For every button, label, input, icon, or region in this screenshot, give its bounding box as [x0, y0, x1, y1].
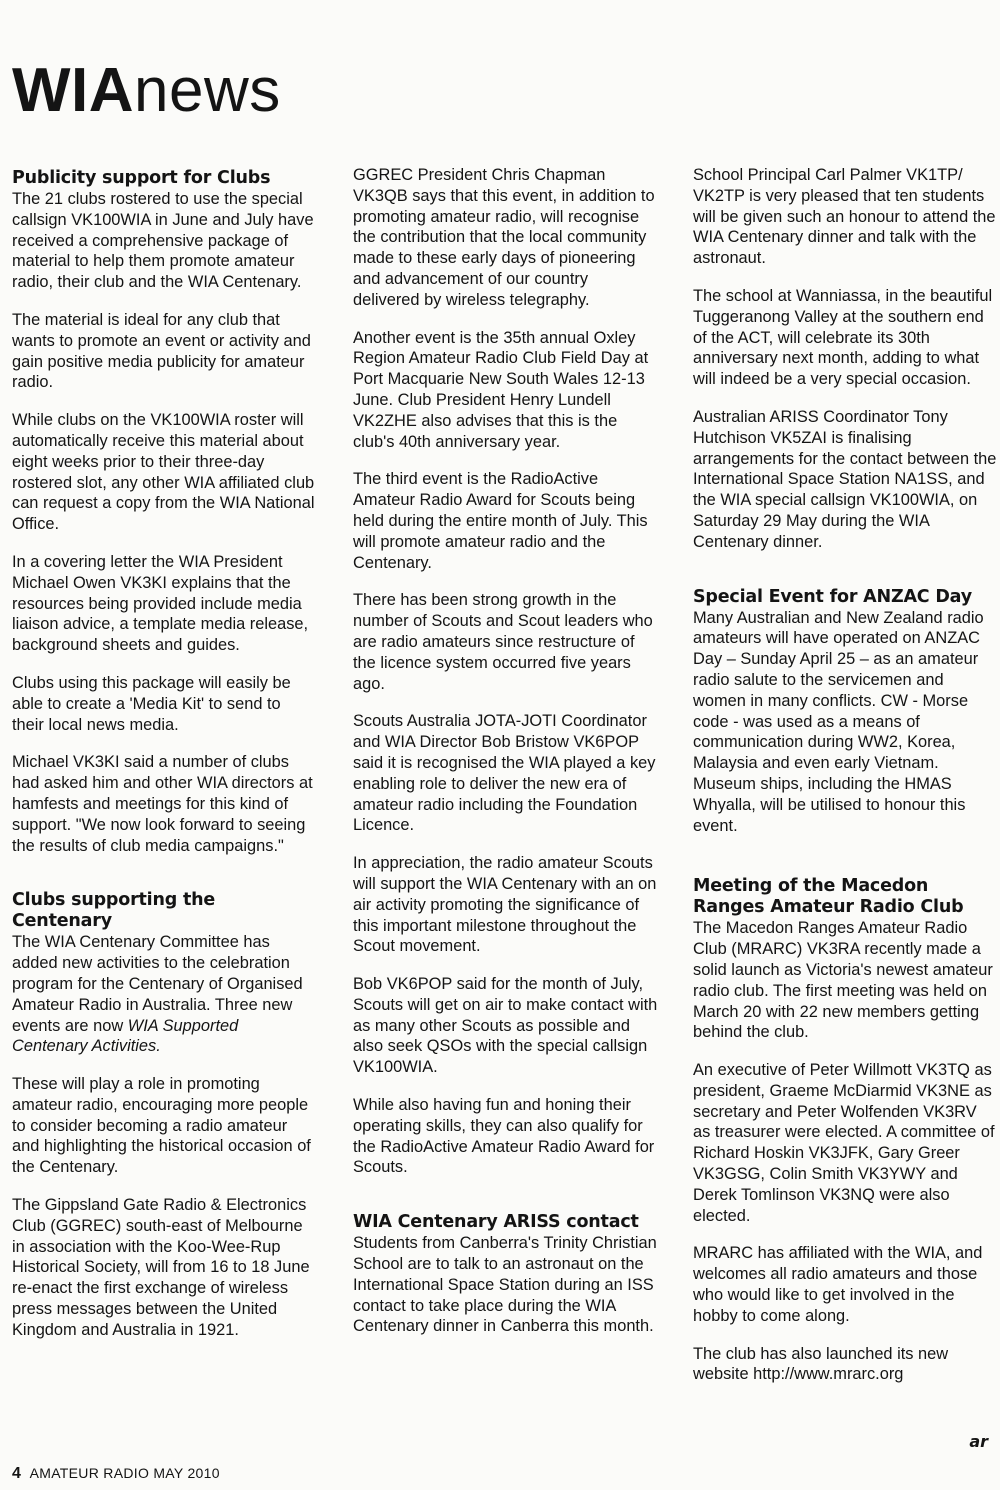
paragraph: Michael VK3KI said a number of clubs had asked him and other WIA directors at hamfests and meetings for this kind of support. "We now look forward to seeing the results of club media campaigns." — [12, 753, 313, 855]
paragraph: While also having fun and honing their operating skills, they can also qualify for the RadioActive Amateur Radio Award for Scouts. — [353, 1096, 655, 1177]
ar-end-mark: ar — [969, 1432, 988, 1451]
paragraph: Australian ARISS Coordinator Tony Hutchison VK5ZAI is finalising arrangements for the contact between the International Space Station NA1SS, and the WIA special callsign VK100WIA, on Saturday 29 May during the WIA Centenary dinner. — [693, 407, 997, 551]
paragraph-emphasis: WIA Supported Centenary Activities. — [12, 1016, 239, 1056]
paragraph: The 21 clubs rostered to use the special callsign VK100WIA in June and July have received a comprehensive package of material to help them promote amateur radio, their club and the WIA Centenary. — [12, 190, 314, 292]
paragraph: In appreciation, the radio amateur Scouts will support the WIA Centenary with an on air activity promoting the significance of this important milestone throughout the Scout movement. — [353, 854, 657, 956]
column-2 — [353, 165, 658, 1354]
paragraph: An executive of Peter Willmott VK3TQ as president, Graeme McDiarmid VK3NE as secretary and Peter Wolfenden VK3RV as treasurer were elected. A committee of Richard Hoskin VK3JFK, Gary Greer VK3GSG, Colin Smith VK3YWY and Derek Tomlinson VK3NQ were also elected. — [693, 1061, 995, 1225]
paragraph: The Gippsland Gate Radio & Electronics Club (GGREC) south-east of Melbourne in association with the Koo-Wee-Rup Historical Society, will from 16 to 18 June re-enact the first exchange of wireless press messages between the United Kingdom and Australia in 1921. — [12, 1196, 310, 1339]
page-footer — [12, 1465, 220, 1483]
paragraph: Clubs using this package will easily be able to create a 'Media Kit' to send to their local news media. — [12, 673, 291, 734]
paragraph: Scouts Australia JOTA-JOTI Coordinator and WIA Director Bob Bristow VK6POP said it is recognised the WIA played a key enabling role to deliver the new era of amateur radio including the Foundation Licence. — [353, 712, 656, 835]
heading-clubs-supporting: Clubs supporting the Centenary — [12, 890, 216, 932]
masthead-news: news — [134, 56, 281, 125]
heading-ariss-contact: WIA Centenary ARISS contact — [353, 1212, 639, 1233]
paragraph: School Principal Carl Palmer VK1TP/ VK2TP is very pleased that ten students will be given such an honour to attend the WIA Centenary dinner and talk with the astronaut. — [693, 166, 996, 268]
paragraph: In a covering letter the WIA President Michael Owen VK3KI explains that the resources being provided include media liaison advice, a template media release, background sheets and guides. — [12, 552, 309, 655]
paragraph: The Macedon Ranges Amateur Radio Club (MRARC) VK3RA recently made a solid launch as Victoria's newest amateur radio club. The first meeting was held on March 20 with 22 new members getting behind the club. — [693, 919, 993, 1042]
column-3 — [693, 165, 998, 1402]
paragraph: The third event is the RadioActive Amateur Radio Award for Scouts being held during the entire month of July. This will promote amateur radio and the Centenary. — [353, 470, 648, 572]
heading-anzac-day: Special Event for ANZAC Day — [693, 586, 972, 607]
page-number: 4 — [12, 1465, 22, 1482]
heading-macedon-ranges: Meeting of the Macedon Ranges Amateur Radio Club — [693, 876, 964, 918]
paragraph: MRARC has affiliated with the WIA, and welcomes all radio amateurs and those who would like to get involved in the hobby to come along. — [693, 1244, 983, 1325]
paragraph: GGREC President Chris Chapman VK3QB says that this event, in addition to promoting amateur radio, will recognise the contribution that the local community made to these early days of pioneering and advancement of our country delivered by wireless telegraphy. — [353, 166, 655, 309]
paragraph-text: The WIA Centenary Committee has added new activities to the celebration program for the Centenary of Organised Amateur Radio in Australia. Three new events are now — [12, 933, 303, 1035]
paragraph: Another event is the 35th annual Oxley Region Amateur Radio Club Field Day at Port Macquarie New South Wales 12-13 June. Club President Henry Lundell VK2ZHE also advises that this is the club's 40th anniversary year. — [353, 328, 649, 451]
page-title — [12, 56, 281, 125]
masthead-wia: WIA — [12, 56, 135, 125]
paragraph: There has been strong growth in the number of Scouts and Scout leaders who are radio amateurs since restructure of the licence system occurred five years ago. — [353, 591, 653, 693]
heading-publicity-support: Publicity support for Clubs — [12, 168, 271, 188]
paragraph: Bob VK6POP said for the month of July, Scouts will get on air to make contact with as many other Scouts as possible and also seek QSOs with the special callsign VK100WIA. — [353, 975, 658, 1077]
publication-line: AMATEUR RADIO MAY 2010 — [29, 1465, 220, 1481]
paragraph: These will play a role in promoting amateur radio, encouraging more people to consider becoming a radio amateur and highlighting the historical occasion of the Centenary. — [12, 1075, 311, 1177]
paragraph: While clubs on the VK100WIA roster will automatically receive this material about eight weeks prior to their three-day rostered slot, any other WIA affiliated club can request a copy from the WIA National Office. — [12, 411, 315, 534]
paragraph: The school at Wanniassa, in the beautiful Tuggeranong Valley at the southern end of the ACT, will celebrate its 30th anniversary next month, adding to what will indeed be a very special occasion. — [693, 286, 993, 389]
column-1 — [12, 168, 317, 1358]
paragraph: Many Australian and New Zealand radio amateurs will have operated on ANZAC Day – Sunday April 25 – as an amateur radio salute to the servicemen and women in many conflicts. CW - Morse code - was used as a means of communication during WW2, Korea, Malaysia and even early Vietnam. Museum ships, including the HMAS Whyalla, will be utilised to honour this event. — [693, 608, 984, 835]
paragraph: Students from Canberra's Trinity Christian School are to talk to an astronaut on the International Space Station during an ISS contact to take place during the WIA Centenary dinner in Canberra this month. — [353, 1234, 657, 1336]
paragraph: The material is ideal for any club that wants to promote an event or activity and gain positive media publicity for amateur radio. — [12, 310, 311, 392]
paragraph — [12, 932, 317, 1057]
paragraph: The club has also launched its new website http://www.mrarc.org — [693, 1344, 949, 1384]
